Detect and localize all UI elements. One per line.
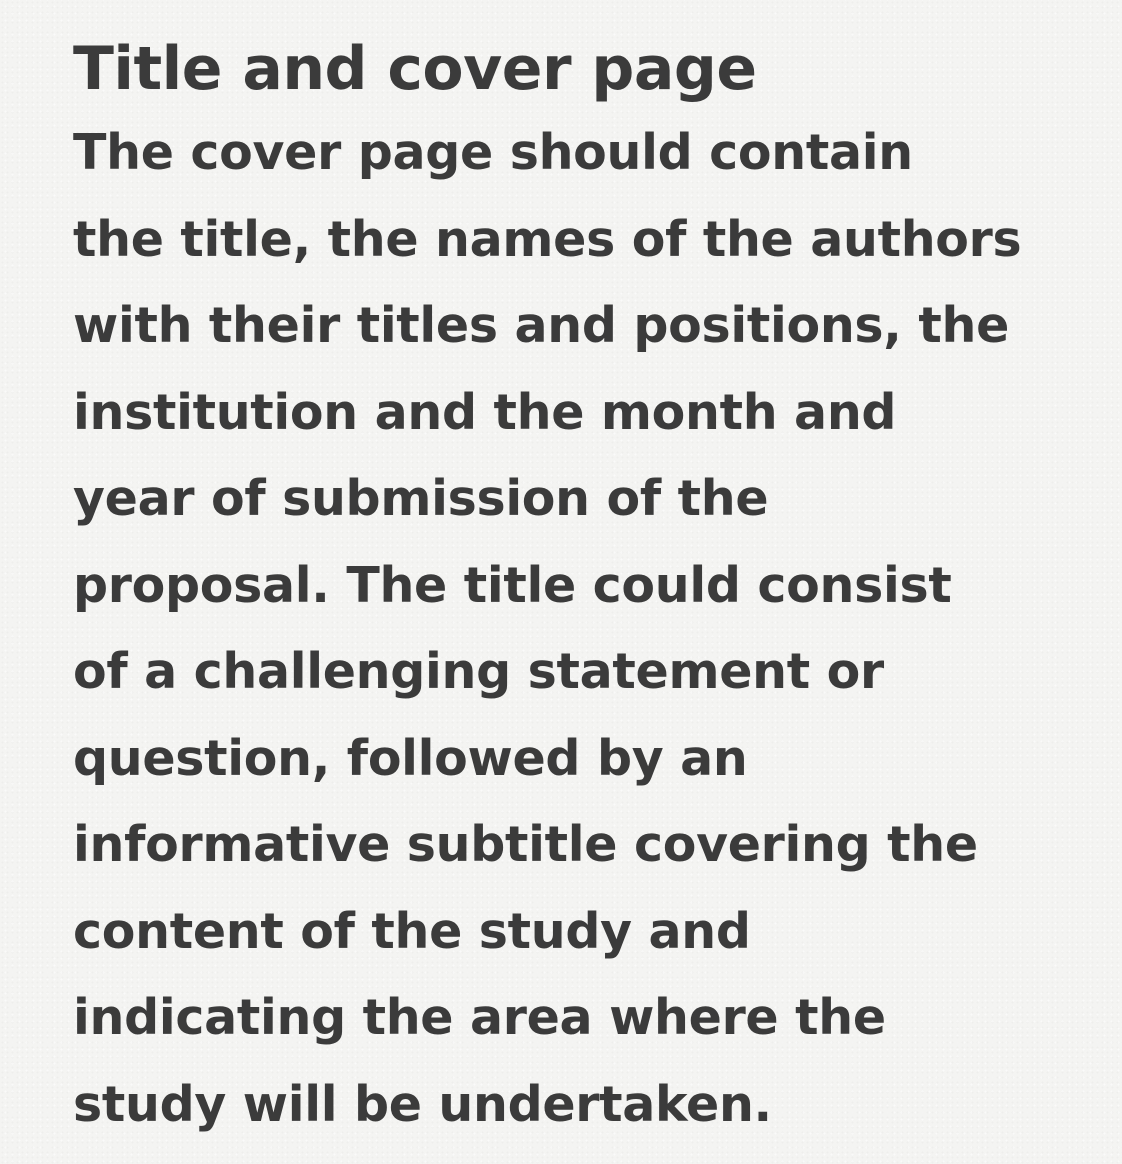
body-line: of a challenging statement or [73,643,884,700]
body-line: year of submission of the [73,470,769,527]
body-line: The cover page should contain [73,124,913,181]
body-line: indicating the area where the [73,989,886,1046]
note-title: Title and cover page [73,34,757,104]
body-line: study will be undertaken. [73,1075,772,1133]
note-body [73,110,1073,1148]
body-line: the title, the names of the authors [73,210,1022,268]
note-content [73,28,1073,1148]
body-line: proposal. The title could consist [73,556,952,614]
body-line: informative subtitle covering the [73,816,978,873]
body-line: question, followed by an [73,729,748,787]
body-line: institution and the month and [73,383,897,441]
body-line: content of the study and [73,902,751,960]
body-line: with their titles and positions, the [73,297,1010,354]
